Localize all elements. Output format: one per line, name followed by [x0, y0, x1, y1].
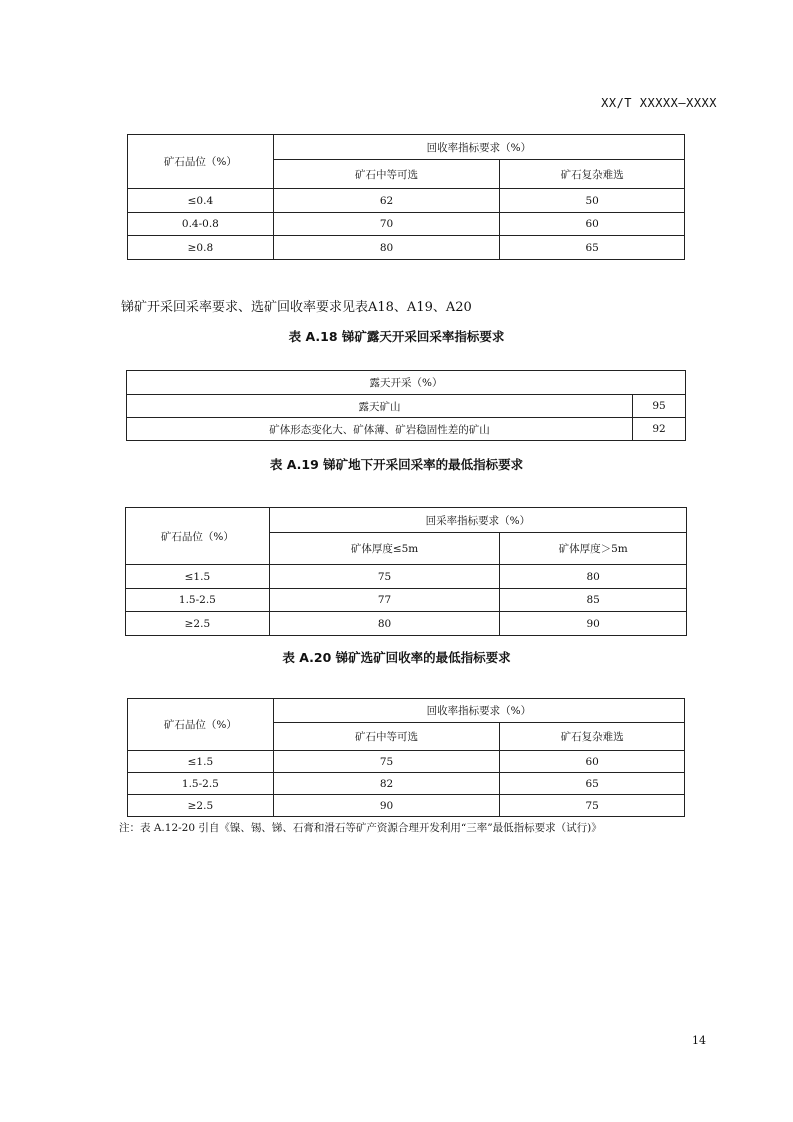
- cell-value: 50: [500, 189, 685, 213]
- cell-value: 60: [500, 751, 685, 773]
- col-header-complex: 矿石复杂难选: [500, 160, 685, 189]
- cell-grade: 1.5-2.5: [126, 589, 270, 612]
- table-row: [127, 418, 686, 441]
- cell-value: 80: [500, 565, 687, 589]
- cell-value: 80: [269, 612, 500, 636]
- cell-grade: ≥0.8: [128, 236, 274, 260]
- source-note: 注：表 A.12-20 引自《镍、锡、锑、石膏和滑石等矿产资源合理开发利用“三率”最低指标要求（试行)》: [119, 822, 602, 834]
- col-header-medium: 矿石中等可选: [273, 723, 500, 751]
- grade-header: 矿石品位（%）: [128, 699, 274, 751]
- col-header-thick: 矿体厚度＞5m: [500, 533, 687, 565]
- grade-header: 矿石品位（%）: [128, 135, 274, 189]
- group-header: 回收率指标要求（%）: [273, 699, 684, 723]
- body-paragraph: 锑矿开采回采率要求、选矿回收率要求见表A18、A19、A20: [121, 300, 472, 315]
- cell-value: 95: [633, 395, 686, 418]
- cell-value: 65: [500, 773, 685, 795]
- table-row: [128, 236, 685, 260]
- cell-grade: ≥2.5: [126, 612, 270, 636]
- cell-grade: ≤1.5: [126, 565, 270, 589]
- table-caption-a18: 表 A.18 锑矿露天开采回采率指标要求: [288, 329, 505, 344]
- table-row: [128, 773, 685, 795]
- table-a19: [125, 507, 687, 636]
- cell-label: 矿体形态变化大、矿体薄、矿岩稳固性差的矿山: [127, 418, 633, 441]
- standard-code: XX/T XXXXX—XXXX: [601, 96, 717, 110]
- cell-value: 75: [269, 565, 500, 589]
- cell-value: 90: [273, 795, 500, 817]
- cell-value: 85: [500, 589, 687, 612]
- group-header: 回采率指标要求（%）: [269, 508, 686, 533]
- table-header: 露天开采（%）: [127, 371, 686, 395]
- table-a18: [126, 370, 686, 441]
- table-row: [126, 565, 687, 589]
- cell-value: 92: [633, 418, 686, 441]
- cell-value: 90: [500, 612, 687, 636]
- cell-value: 65: [500, 236, 685, 260]
- group-header: 回收率指标要求（%）: [273, 135, 684, 160]
- grade-header: 矿石品位（%）: [126, 508, 270, 565]
- cell-value: 77: [269, 589, 500, 612]
- table-row: [126, 612, 687, 636]
- table-a20: [127, 698, 685, 817]
- cell-value: 75: [273, 751, 500, 773]
- page-number: 14: [692, 1034, 706, 1047]
- cell-value: 60: [500, 213, 685, 236]
- cell-grade: ≤0.4: [128, 189, 274, 213]
- table-row: [128, 795, 685, 817]
- col-header-complex: 矿石复杂难选: [500, 723, 685, 751]
- col-header-medium: 矿石中等可选: [273, 160, 500, 189]
- cell-value: 82: [273, 773, 500, 795]
- table-row: [128, 751, 685, 773]
- table-antimony-grade-recovery-continued: [127, 134, 685, 260]
- table-caption-a19: 表 A.19 锑矿地下开采回采率的最低指标要求: [269, 457, 524, 472]
- cell-value: 80: [273, 236, 500, 260]
- cell-label: 露天矿山: [127, 395, 633, 418]
- cell-value: 75: [500, 795, 685, 817]
- table-row: [128, 189, 685, 213]
- cell-grade: 0.4-0.8: [128, 213, 274, 236]
- table-row: [128, 213, 685, 236]
- cell-value: 70: [273, 213, 500, 236]
- cell-grade: 1.5-2.5: [128, 773, 274, 795]
- cell-grade: ≤1.5: [128, 751, 274, 773]
- cell-grade: ≥2.5: [128, 795, 274, 817]
- col-header-thin: 矿体厚度≤5m: [269, 533, 500, 565]
- table-row: [126, 589, 687, 612]
- cell-value: 62: [273, 189, 500, 213]
- table-caption-a20: 表 A.20 锑矿选矿回收率的最低指标要求: [282, 650, 511, 665]
- table-row: [127, 395, 686, 418]
